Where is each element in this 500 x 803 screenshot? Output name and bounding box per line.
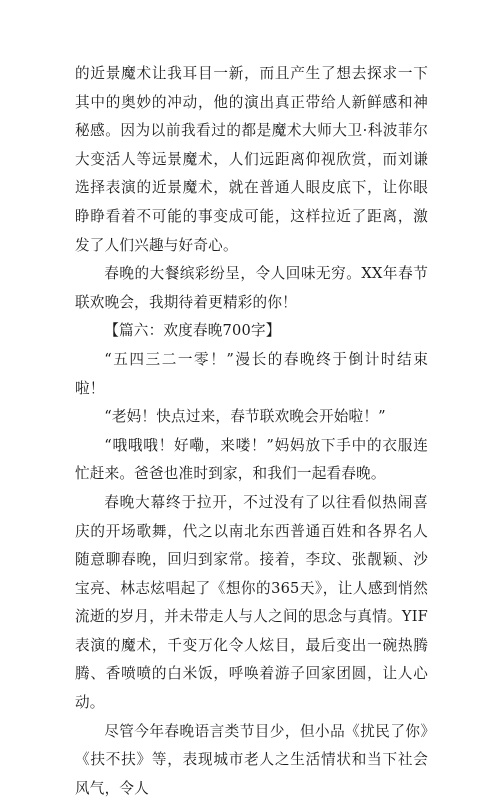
document-body [75, 60, 428, 803]
paragraph: 春晚大幕终于拉开，不过没有了以往看似热闹喜庆的开场歌舞，代之以南北东西普通百姓和各界名人随意聊春晚，回归到家常。接着，李玟、张靓颖、沙宝亮、林志炫唱起了《想你的365天》，让人感到悄然流逝的岁月，并未带走人与人之间的思念与真情。YIF表演的魔术，千变万化令人炫目，最后变出一碗热腾腾、香喷喷的白米饭，呼唤着游子回家团圆，让人心动。 [75, 493, 428, 712]
section-heading: 【篇六：欢度春晚700字】 [104, 322, 281, 340]
paragraph: “哦哦哦！好嘞，来喽！”妈妈放下手中的衣服连忙赶来。爸爸也准时到家，和我们一起看春晚。 [75, 436, 428, 483]
paragraph: 的近景魔术让我耳目一新，而且产生了想去探求一下其中的奥妙的冲动，他的演出真正带给人新鲜感和神秘感。因为以前我看过的都是魔术大师大卫·科波菲尔大变活人等远景魔术，人们远距离仰视欣赏，而刘谦选择表演的近景魔术，就在普通人眼皮底下，让你眼睁睁看着不可能的事变成可能，这样拉近了距离，激发了人们兴趣与好奇心。 [75, 65, 428, 254]
paragraph: “五四三二一零！”漫长的春晚终于倒计时结束啦！ [75, 350, 428, 397]
paragraph: 尽管今年春晚语言类节目少，但小品《扰民了你》《扶不扶》等，表现城市老人之生活情状和当下社会风气，令人 [75, 722, 428, 797]
paragraph: “老妈！快点过来，春节联欢晚会开始啦！” [104, 408, 386, 426]
paragraph: 春晚的大餐缤彩纷呈，令人回味无穷。XX年春节联欢晚会，我期待着更精彩的你！ [75, 265, 428, 311]
